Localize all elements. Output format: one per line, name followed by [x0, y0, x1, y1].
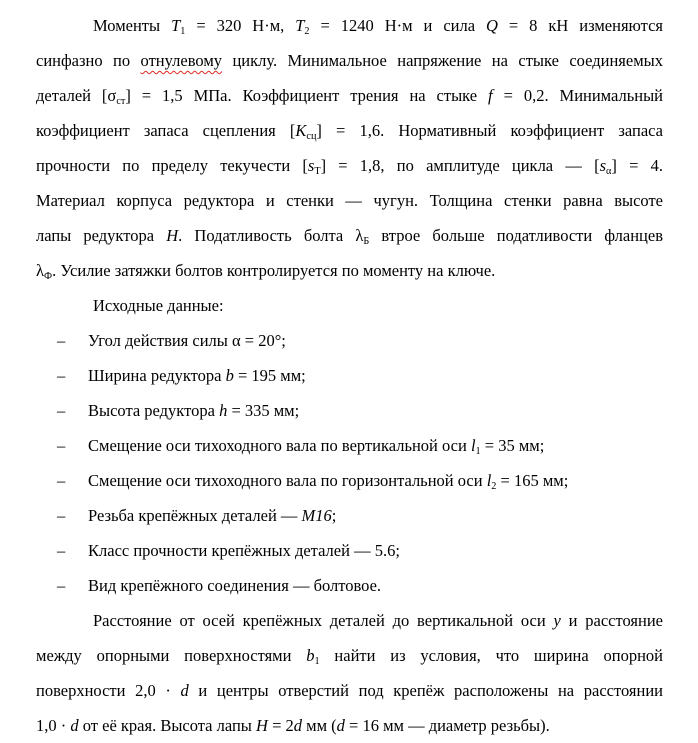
text-segment: ;: [331, 506, 337, 525]
list-dash-marker: –: [57, 401, 66, 420]
text-line: [36, 43, 663, 78]
text-line: [36, 113, 663, 148]
paragraph: [36, 288, 663, 323]
text-segment: = 1240 Н·м и сила: [309, 16, 486, 35]
text-line: [36, 568, 663, 603]
text-line: [36, 603, 663, 638]
text-segment: s: [599, 156, 606, 175]
text-segment: H: [256, 716, 268, 735]
text-segment: лапы редуктора: [36, 226, 167, 245]
text-segment: Б: [363, 235, 370, 247]
text-segment: f: [488, 86, 493, 105]
text-line: [36, 78, 663, 113]
text-segment: Класс прочности крепёжных деталей — 5.6;: [88, 541, 400, 560]
text-segment: от её края. Высота лапы: [78, 716, 257, 735]
text-segment: . Податливость болта λ: [178, 226, 364, 245]
list-dash-marker: –: [57, 576, 66, 595]
list-item: [36, 428, 663, 463]
text-segment: Угол действия силы α = 20°;: [88, 331, 286, 350]
list-dash-marker: –: [57, 541, 66, 560]
text-segment: s: [307, 156, 315, 175]
text-segment: H: [166, 226, 179, 245]
text-line: [36, 638, 663, 673]
text-segment: K: [295, 121, 307, 140]
text-segment: ] = 4.: [611, 156, 663, 175]
list-item: [36, 323, 663, 358]
text-segment: деталей [σ: [36, 86, 117, 105]
text-segment: b: [306, 646, 315, 665]
text-segment: d: [70, 716, 79, 735]
text-segment: d: [336, 716, 345, 735]
text-segment: T: [295, 16, 305, 35]
text-segment: λ: [36, 261, 45, 280]
text-segment: = 335 мм;: [227, 401, 300, 420]
text-segment: ] = 1,8, по амплитуде цикла — [: [320, 156, 600, 175]
misspelled-word: отнулевому: [140, 51, 223, 70]
text-segment: 1: [180, 25, 186, 37]
text-segment: 2: [304, 25, 310, 37]
text-line: [36, 183, 663, 218]
list-dash-marker: –: [57, 436, 66, 455]
text-segment: . Усилие затяжки болтов контролируется по моменту на ключе.: [52, 261, 496, 280]
text-segment: Моменты: [93, 16, 172, 35]
text-segment: между опорными поверхностями: [36, 646, 307, 665]
text-segment: циклу. Минимальное напряжение на стыке соединяемых: [222, 51, 663, 70]
list-item: [36, 393, 663, 428]
list-item: [36, 533, 663, 568]
text-segment: Вид крепёжного соединения — болтовое.: [88, 576, 382, 595]
text-segment: сц: [306, 130, 317, 142]
text-segment: ] = 1,6. Нормативный коэффициент запаса: [316, 121, 663, 140]
text-line: [36, 253, 663, 288]
text-segment: h: [219, 401, 228, 420]
text-segment: b: [225, 366, 234, 385]
text-segment: 2: [491, 480, 497, 492]
text-segment: синфазно по: [36, 51, 141, 70]
list-dash-marker: –: [57, 331, 66, 350]
text-segment: 1: [314, 655, 320, 667]
text-segment: 1: [475, 445, 481, 457]
text-line: [36, 533, 663, 568]
text-segment: = 320 Н·м,: [185, 16, 296, 35]
text-segment: Ширина редуктора: [88, 366, 226, 385]
text-segment: и центры отверстий под крепёж расположены на расстоянии: [188, 681, 663, 700]
list-dash-marker: –: [57, 471, 66, 490]
text-line: [36, 288, 663, 323]
text-line: [36, 428, 663, 463]
text-segment: = 195 мм;: [233, 366, 306, 385]
text-line: [36, 498, 663, 533]
text-segment: = 8 кН изменяются: [497, 16, 663, 35]
text-line: [36, 393, 663, 428]
text-segment: мм (: [302, 716, 337, 735]
text-segment: Смещение оси тихоходного вала по горизонтальной оси: [88, 471, 487, 490]
text-segment: l: [486, 471, 492, 490]
text-line: [36, 8, 663, 43]
text-segment: коэффициент запаса сцепления [: [36, 121, 296, 140]
list-dash-marker: –: [57, 366, 66, 385]
text-line: [36, 673, 663, 708]
text-segment: Ф: [44, 270, 53, 282]
text-segment: М16: [301, 506, 332, 525]
text-segment: = 16 мм — диаметр резьбы).: [344, 716, 550, 735]
text-segment: ст: [116, 95, 126, 107]
paragraph: [36, 603, 663, 743]
text-segment: поверхности 2,0 ·: [36, 681, 181, 700]
text-segment: Исходные данные:: [93, 296, 224, 315]
text-line: [36, 148, 663, 183]
text-segment: T: [171, 16, 181, 35]
text-line: [36, 708, 663, 743]
text-segment: = 2: [267, 716, 294, 735]
text-segment: ] = 1,5 МПа. Коэффициент трения на стыке: [125, 86, 489, 105]
text-segment: найти из условия, что ширина опорной: [319, 646, 663, 665]
text-line: [36, 463, 663, 498]
text-segment: = 0,2. Минимальный: [492, 86, 663, 105]
list-item: [36, 498, 663, 533]
text-segment: Смещение оси тихоходного вала по вертикальной оси: [88, 436, 471, 455]
text-segment: l: [470, 436, 476, 455]
text-segment: = 165 мм;: [496, 471, 569, 490]
text-line: [36, 323, 663, 358]
text-segment: α: [606, 165, 612, 177]
text-segment: = 35 мм;: [480, 436, 545, 455]
text-segment: прочности по пределу текучести [: [36, 156, 308, 175]
text-segment: втрое больше податливости фланцев: [369, 226, 663, 245]
text-segment: Т: [314, 165, 321, 177]
text-segment: Высота редуктора: [88, 401, 220, 420]
text-line: [36, 218, 663, 253]
text-segment: Расстояние от осей крепёжных деталей до вертикальной оси: [93, 611, 554, 630]
text-line: [36, 358, 663, 393]
paragraph: [36, 8, 663, 288]
text-segment: и расстояние: [560, 611, 663, 630]
text-segment: Материал корпуса редуктора и стенки — чугун. Толщина стенки равна высоте: [36, 191, 663, 210]
text-segment: Q: [486, 16, 498, 35]
list-item: [36, 568, 663, 603]
list-item: [36, 358, 663, 393]
text-segment: Резьба крепёжных деталей —: [88, 506, 302, 525]
text-segment: d: [293, 716, 302, 735]
list-item: [36, 463, 663, 498]
text-segment: y: [553, 611, 561, 630]
text-segment: 1,0 ·: [36, 716, 71, 735]
text-segment: d: [180, 681, 189, 700]
list-dash-marker: –: [57, 506, 66, 525]
